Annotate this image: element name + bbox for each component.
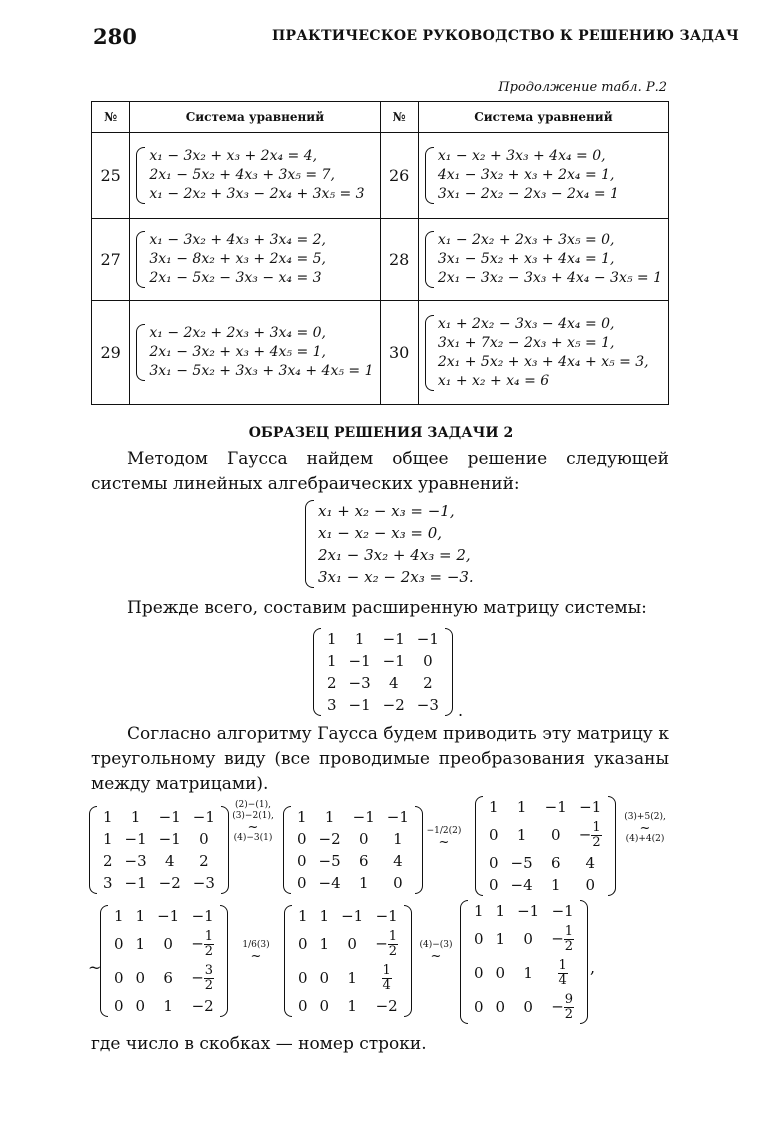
matrix-cell: 1 (523, 964, 533, 982)
equation: x₁ − 3x₂ + 4x₃ + 3x₄ = 2, (149, 232, 326, 248)
systems-table (91, 101, 669, 405)
matrix-body (292, 905, 404, 1017)
matrix-body (97, 806, 221, 894)
right-paren (608, 796, 616, 896)
matrix-m3 (475, 796, 616, 900)
op-line: (4)+4(2) (625, 834, 665, 844)
equation: x₁ − 3x₂ + x₃ + 2x₄ = 4, (149, 148, 318, 164)
table-row (92, 219, 669, 301)
matrix-row (483, 874, 608, 896)
matrix-cell: 0 (474, 930, 484, 948)
matrix-row (321, 672, 445, 694)
op-label-1 (228, 800, 278, 844)
matrix-cell: 6 (163, 969, 173, 987)
matrix-row (483, 852, 608, 874)
matrix-cell: −3 (124, 852, 147, 870)
matrix-cell (369, 961, 404, 995)
system-number: 28 (380, 219, 418, 301)
table-continuation-note: Продолжение табл. Р.2 (498, 80, 667, 95)
matrix-cell: −1 (124, 830, 147, 848)
op-line: (4)−(3) (419, 940, 453, 950)
equations (149, 147, 364, 204)
op-label-4 (232, 940, 280, 962)
running-header: ПРАКТИЧЕСКОЕ РУКОВОДСТВО К РЕШЕНИЮ ЗАДАЧ (272, 28, 740, 44)
matrix-cell: 0 (298, 997, 308, 1015)
matrix-cell: 0 (135, 969, 146, 987)
equation-system (425, 147, 662, 204)
matrix-cell: 0 (298, 935, 308, 953)
matrix-cell: 1 (114, 907, 124, 925)
matrix-cell: −1 (158, 830, 181, 848)
matrix-row (292, 961, 404, 995)
equation: x₁ − x₂ − x₃ = 0, (318, 524, 443, 542)
augmented-matrix-wrap (313, 628, 463, 720)
matrix-cell: 0 (163, 935, 173, 953)
op-label-3 (618, 812, 672, 845)
matrix-cell: −2 (375, 997, 398, 1015)
matrix-row (468, 956, 580, 990)
system-number: 29 (92, 301, 130, 405)
matrix-cell: 1 (347, 969, 357, 987)
equation-system (425, 231, 662, 288)
matrix-cell: 1 (319, 907, 330, 925)
right-paren (220, 905, 228, 1017)
matrix-cell: 0 (585, 876, 595, 894)
matrix-cell: − $\frac{1}{2}$ (375, 928, 398, 959)
intro-paragraph: Методом Гаусса найдем общее решение следующей системы линейных алгебраических уравнений: (91, 449, 669, 494)
matrix-cell: −3 (348, 674, 371, 692)
fraction (382, 964, 392, 993)
matrix-cell: 1 (393, 830, 403, 848)
matrix-cell: 0 (297, 874, 307, 892)
tilde: ~ (88, 958, 102, 977)
matrix-row (291, 872, 415, 894)
matrix-row (468, 900, 580, 922)
matrix-cell: 4 (388, 674, 399, 692)
col-system-header: Система уравнений (418, 102, 668, 133)
fraction (204, 930, 214, 959)
left-paren (460, 900, 468, 1024)
matrix-row (321, 650, 445, 672)
matrix-row (291, 850, 415, 872)
denominator: 2 (204, 943, 214, 959)
matrix-cell: −1 (352, 808, 375, 826)
augmented-matrix (313, 628, 453, 716)
matrix-row (321, 694, 445, 716)
matrix-cell: −1 (382, 652, 405, 670)
matrix-row (97, 850, 221, 872)
matrix-cell: 0 (199, 830, 209, 848)
matrix-cell: 0 (489, 876, 499, 894)
op-line: ~ (438, 835, 450, 850)
matrix-cell: 0 (495, 998, 506, 1016)
equation: x₁ − 2x₂ + 3x₃ − 2x₄ + 3x₅ = 3 (149, 186, 365, 202)
numerator: 9 (564, 991, 574, 1007)
matrix-cell: 1 (516, 798, 527, 816)
matrix-cell: 0 (135, 997, 146, 1015)
comma: , (590, 958, 596, 977)
matrix-cell: 0 (319, 969, 330, 987)
matrix-cell: −1 (386, 808, 409, 826)
matrix-cell: 6 (550, 854, 561, 872)
matrix-row (108, 995, 220, 1017)
matrix-cell: − $\frac{1}{2}$ (578, 819, 601, 850)
equation: 2x₁ − 3x₂ + x₃ + 4x₅ = 1, (149, 344, 326, 360)
equation: 3x₁ − 5x₂ + 3x₃ + 3x₄ + 4x₅ = 1 (149, 363, 374, 379)
matrix-cell: 1 (135, 935, 146, 953)
op-line: ~ (639, 821, 651, 836)
matrix-cell: 4 (393, 852, 403, 870)
equation: x₁ + x₂ − x₃ = −1, (318, 502, 455, 520)
matrix-cell: −5 (318, 852, 341, 870)
numerator: 1 (382, 962, 391, 978)
matrix-cell: 0 (489, 854, 499, 872)
matrix-body (483, 796, 608, 896)
matrix-cell: 0 (114, 935, 124, 953)
matrix-row (291, 806, 415, 828)
matrix-cell: 0 (297, 852, 307, 870)
section-title: ОБРАЗЕЦ РЕШЕНИЯ ЗАДАЧИ 2 (248, 425, 514, 441)
right-paren (580, 900, 588, 1024)
denominator: 2 (592, 834, 601, 850)
matrix-cell: 1 (474, 902, 484, 920)
matrix-cell: 1 (358, 874, 369, 892)
matrix-cell: −1 (551, 902, 574, 920)
matrix-cell: −1 (348, 652, 371, 670)
main-system (305, 500, 474, 588)
equation: 2x₁ − 3x₂ + 4x₃ = 2, (318, 546, 471, 564)
equation-system (425, 315, 662, 391)
numerator: 1 (592, 819, 601, 835)
matrix-cell: 0 (347, 935, 357, 953)
matrix-cell: 1 (327, 652, 337, 670)
system-number: 27 (92, 219, 130, 301)
denominator: 2 (388, 943, 398, 959)
equation: 3x₁ + 7x₂ − 2x₃ + x₅ = 1, (437, 334, 615, 351)
brace-left (425, 147, 434, 204)
system-cell (130, 219, 380, 301)
op-line: ~ (247, 820, 259, 835)
equations (149, 324, 373, 381)
matrix-cell: 1 (495, 930, 506, 948)
numerator: 1 (564, 923, 574, 939)
matrix-cell: 0 (358, 830, 369, 848)
matrix-cell: −1 (158, 808, 181, 826)
fraction (591, 821, 601, 850)
matrix-cell: 0 (298, 969, 308, 987)
equation: x₁ + x₂ + x₄ = 6 (437, 372, 550, 389)
op-line: (3)+5(2), (624, 812, 666, 822)
matrix-cell: 2 (423, 674, 433, 692)
equations (149, 231, 326, 288)
matrix-cell: 0 (550, 826, 561, 844)
brace-left (425, 315, 434, 391)
system-cell (418, 133, 668, 219)
matrix-cell: 1 (516, 826, 527, 844)
system-cell (418, 301, 668, 405)
col-no-header: № (92, 102, 130, 133)
matrix-cell: 1 (324, 808, 335, 826)
gauss-paragraph: Согласно алгоритму Гаусса будем приводить эту матрицу к треугольному виду (все проводимые преобразования указаны между матрицами). (91, 724, 669, 794)
matrix-body (291, 806, 415, 894)
matrix-cell: 1 (135, 907, 146, 925)
matrix-row (291, 828, 415, 850)
col-system-header: Система уравнений (130, 102, 380, 133)
equation-system (136, 147, 373, 204)
matrix-cell: −3 (416, 696, 439, 714)
equation: 3x₁ − 2x₂ − 2x₃ − 2x₄ = 1 (437, 186, 619, 202)
matrix-cell: −1 (348, 696, 371, 714)
system-cell (130, 301, 380, 405)
left-paren (284, 905, 292, 1017)
fraction (388, 930, 398, 959)
matrix-cell: 0 (319, 997, 330, 1015)
equation: 3x₁ − x₂ − 2x₃ = −3. (318, 568, 474, 586)
footer-text: где число в скобках — номер строки. (91, 1034, 427, 1054)
matrix-row (108, 961, 220, 995)
matrix-row (292, 927, 404, 961)
matrix-cell: 1 (347, 997, 357, 1015)
system-number: 25 (92, 133, 130, 219)
matrix-cell: −1 (517, 902, 540, 920)
matrix-cell: −2 (191, 997, 214, 1015)
matrix-cell: −1 (192, 808, 215, 826)
matrix-cell: 0 (297, 830, 307, 848)
matrix-m2 (283, 806, 423, 898)
left-paren (313, 628, 321, 716)
matrix-cell: 1 (130, 808, 141, 826)
matrix-cell: 3 (327, 696, 337, 714)
equation: 3x₁ − 5x₂ + x₃ + 4x₄ = 1, (437, 251, 615, 267)
equation: x₁ + 2x₂ − 3x₃ − 4x₄ = 0, (437, 315, 615, 332)
matrix-cell: −5 (510, 854, 533, 872)
matrix-cell: 0 (489, 826, 499, 844)
left-paren (475, 796, 483, 896)
matrix-cell: −2 (158, 874, 181, 892)
matrix-cell: 1 (298, 907, 308, 925)
equations (438, 147, 619, 204)
equation: 2x₁ − 3x₂ − 3x₃ + 4x₄ − 3x₅ = 1 (437, 270, 662, 286)
matrix-row (292, 905, 404, 927)
matrix-row (483, 818, 608, 852)
equation: x₁ − 2x₂ + 2x₃ + 3x₄ = 0, (149, 325, 326, 341)
period: . (458, 701, 464, 720)
op-line: (2)−(1), (235, 800, 271, 810)
matrix-body (468, 900, 580, 1024)
matrix-row (321, 628, 445, 650)
left-paren (100, 905, 108, 1017)
matrix-cell: −1 (382, 630, 405, 648)
matrix-cell: −4 (510, 876, 533, 894)
matrix-cell: 1 (327, 630, 337, 648)
right-paren (445, 628, 453, 716)
op-line: (3)−2(1), (232, 811, 274, 821)
brace-left (136, 324, 145, 381)
matrix-intro-paragraph: Прежде всего, составим расширенную матрицу системы: (127, 598, 647, 618)
system-number: 30 (380, 301, 418, 405)
equation: 2x₁ + 5x₂ + x₃ + 4x₄ + x₅ = 3, (437, 353, 649, 370)
matrix-row (97, 806, 221, 828)
matrix-cell: 2 (103, 852, 113, 870)
matrix-cell: 1 (495, 902, 506, 920)
matrix-cell: 1 (354, 630, 365, 648)
matrix-cell: 0 (114, 997, 124, 1015)
numerator: 1 (204, 928, 214, 944)
col-no-header: № (380, 102, 418, 133)
matrix-cell: 4 (164, 852, 175, 870)
matrix-cell: 4 (585, 854, 595, 872)
matrix-cell: −1 (341, 907, 364, 925)
table-row (92, 133, 669, 219)
matrix-cell: 0 (495, 964, 506, 982)
matrix-cell: 1 (319, 935, 330, 953)
matrix-cell: 3 (103, 874, 113, 892)
matrix-cell: 0 (423, 652, 433, 670)
table-row (92, 301, 669, 405)
equation: 2x₁ − 5x₂ + 4x₃ + 3x₅ = 7, (149, 167, 335, 183)
fraction (204, 964, 214, 993)
matrix-cell: −1 (544, 798, 567, 816)
matrix-cell: 2 (199, 852, 209, 870)
matrix-row (97, 828, 221, 850)
matrix-cell: 0 (523, 998, 533, 1016)
numerator: 1 (388, 928, 398, 944)
op-line: −1/2(2) (426, 826, 462, 836)
equations (438, 231, 662, 288)
denominator: 2 (564, 1006, 574, 1022)
matrix-row (292, 995, 404, 1017)
matrix-cell: − $\frac{3}{2}$ (191, 962, 214, 993)
op-line: 1/6(3) (242, 940, 270, 950)
table-header-row (92, 102, 669, 133)
op-label-2 (418, 826, 470, 848)
fraction (564, 925, 574, 954)
numerator: 1 (558, 957, 567, 973)
matrix-cell: − $\frac{1}{2}$ (191, 928, 214, 959)
matrix-cell: 1 (103, 808, 113, 826)
matrix-cell: −2 (382, 696, 405, 714)
matrix-body (321, 628, 445, 716)
matrix-row (468, 990, 580, 1024)
matrix-cell: 0 (474, 964, 484, 982)
matrix-cell: −1 (157, 907, 180, 925)
matrix-cell: 2 (327, 674, 337, 692)
matrix-cell (545, 956, 580, 990)
op-line: ~ (430, 949, 442, 964)
denominator: 4 (558, 972, 567, 988)
equation-system (136, 324, 373, 381)
matrix-cell: 1 (489, 798, 499, 816)
left-paren (283, 806, 291, 894)
system-cell (130, 133, 380, 219)
matrix-cell: −4 (318, 874, 341, 892)
brace-left (425, 231, 434, 288)
op-label-5 (412, 940, 460, 962)
brace-left (136, 147, 145, 204)
matrix-body (108, 905, 220, 1017)
denominator: 2 (564, 938, 574, 954)
equation: 3x₁ − 8x₂ + x₃ + 2x₄ = 5, (149, 251, 326, 267)
matrix-cell: 1 (103, 830, 113, 848)
op-line: (4)−3(1) (233, 833, 273, 843)
numerator: 3 (204, 962, 214, 978)
system-cell (418, 219, 668, 301)
denominator: 4 (382, 977, 391, 993)
equation: x₁ − x₂ + 3x₃ + 4x₄ = 0, (437, 148, 606, 164)
matrix-cell: 0 (523, 930, 533, 948)
matrix-cell: − $\frac{9}{2}$ (551, 991, 574, 1022)
brace-left (136, 231, 145, 288)
matrix-row (108, 905, 220, 927)
matrix-cell: 1 (297, 808, 307, 826)
matrix-cell: −2 (318, 830, 341, 848)
matrix-cell: −1 (579, 798, 602, 816)
right-paren (404, 905, 412, 1017)
matrix-cell: 6 (358, 852, 369, 870)
matrix-m6 (460, 900, 588, 1028)
fraction (564, 993, 574, 1022)
matrix-row (108, 927, 220, 961)
matrix-cell: 1 (163, 997, 173, 1015)
matrix-cell: 0 (114, 969, 124, 987)
op-line: ~ (250, 949, 262, 964)
matrix-row (483, 796, 608, 818)
fraction (558, 959, 568, 988)
matrix-cell: −1 (191, 907, 214, 925)
equation-system (136, 231, 373, 288)
matrix-m4 (100, 905, 228, 1021)
matrix-cell: 1 (550, 876, 561, 894)
left-paren (89, 806, 97, 894)
matrix-cell: −1 (416, 630, 439, 648)
matrix-cell: −3 (192, 874, 215, 892)
matrix-row (468, 922, 580, 956)
matrix-cell: 0 (474, 998, 484, 1016)
right-paren (415, 806, 423, 894)
matrix-row (97, 872, 221, 894)
matrix-cell: − $\frac{1}{2}$ (551, 923, 574, 954)
matrix-cell: 0 (393, 874, 403, 892)
equation: x₁ − 2x₂ + 2x₃ + 3x₅ = 0, (437, 232, 615, 248)
matrix-cell: −1 (375, 907, 398, 925)
page-number: 280 (93, 24, 137, 49)
equation: 2x₁ − 5x₂ − 3x₃ − x₄ = 3 (149, 270, 322, 286)
matrix-m1 (89, 806, 229, 898)
equation: 4x₁ − 3x₂ + x₃ + 2x₄ = 1, (437, 167, 615, 183)
matrix-m5 (284, 905, 412, 1021)
equations (438, 315, 649, 391)
system-number: 26 (380, 133, 418, 219)
denominator: 2 (204, 977, 214, 993)
matrix-cell: −1 (124, 874, 147, 892)
